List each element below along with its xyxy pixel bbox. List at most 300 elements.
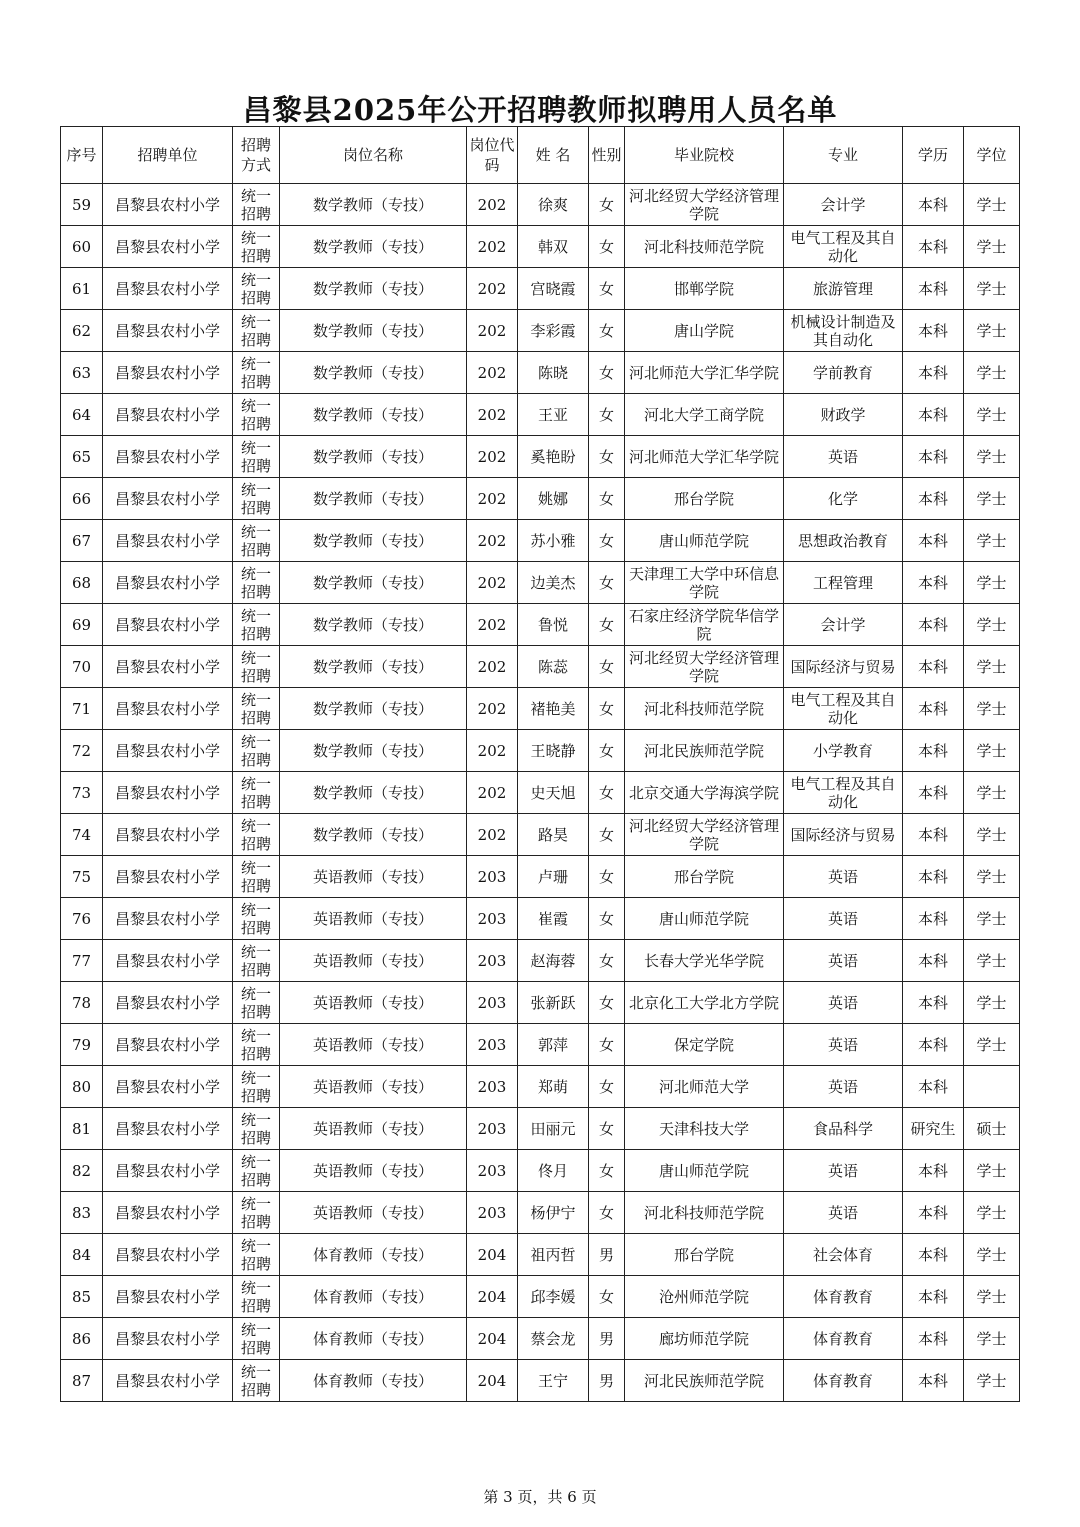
table-row: [61, 982, 1020, 1024]
cell-no: 68: [61, 562, 103, 604]
cell-education: 本科: [903, 1318, 964, 1360]
cell-code: 203: [467, 856, 518, 898]
cell-education: 本科: [903, 940, 964, 982]
cell-method: 统一招聘: [233, 1066, 280, 1108]
cell-unit: 昌黎县农村小学: [103, 730, 233, 772]
cell-unit: 昌黎县农村小学: [103, 982, 233, 1024]
cell-post: 数学教师（专技）: [280, 184, 467, 226]
cell-major: 学前教育: [784, 352, 903, 394]
cell-name: 赵海蓉: [518, 940, 589, 982]
cell-major: 化学: [784, 478, 903, 520]
cell-name: 王亚: [518, 394, 589, 436]
cell-no: 82: [61, 1150, 103, 1192]
cell-degree: 学士: [964, 646, 1020, 688]
cell-education: 本科: [903, 520, 964, 562]
cell-code: 203: [467, 1108, 518, 1150]
cell-code: 203: [467, 1150, 518, 1192]
table-row: [61, 1192, 1020, 1234]
cell-unit: 昌黎县农村小学: [103, 184, 233, 226]
cell-education: 本科: [903, 646, 964, 688]
cell-no: 61: [61, 268, 103, 310]
cell-no: 80: [61, 1066, 103, 1108]
cell-post: 体育教师（专技）: [280, 1234, 467, 1276]
cell-major: 食品科学: [784, 1108, 903, 1150]
cell-degree: 学士: [964, 856, 1020, 898]
cell-code: 203: [467, 1192, 518, 1234]
cell-method: 统一招聘: [233, 1234, 280, 1276]
cell-gender: 女: [589, 310, 625, 352]
cell-major: 英语: [784, 1150, 903, 1192]
cell-school: 河北经贸大学经济管理学院: [625, 814, 784, 856]
cell-school: 沧州师范学院: [625, 1276, 784, 1318]
col-header-name: 姓 名: [518, 127, 589, 184]
cell-education: 本科: [903, 394, 964, 436]
cell-degree: 学士: [964, 1360, 1020, 1402]
cell-education: 本科: [903, 436, 964, 478]
table-row: [61, 814, 1020, 856]
cell-unit: 昌黎县农村小学: [103, 436, 233, 478]
cell-school: 唐山师范学院: [625, 898, 784, 940]
cell-gender: 女: [589, 562, 625, 604]
cell-school: 唐山师范学院: [625, 1150, 784, 1192]
cell-method: 统一招聘: [233, 226, 280, 268]
page-title: 昌黎县2025年公开招聘教师拟聘用人员名单: [242, 93, 838, 127]
cell-unit: 昌黎县农村小学: [103, 1192, 233, 1234]
cell-education: 本科: [903, 184, 964, 226]
col-header-major: 专业: [784, 127, 903, 184]
cell-no: 79: [61, 1024, 103, 1066]
cell-school: 河北经贸大学经济管理学院: [625, 646, 784, 688]
cell-post: 数学教师（专技）: [280, 268, 467, 310]
cell-major: 思想政治教育: [784, 520, 903, 562]
cell-unit: 昌黎县农村小学: [103, 1024, 233, 1066]
cell-no: 73: [61, 772, 103, 814]
cell-major: 电气工程及其自动化: [784, 772, 903, 814]
cell-no: 75: [61, 856, 103, 898]
cell-gender: 女: [589, 1024, 625, 1066]
cell-gender: 女: [589, 1108, 625, 1150]
cell-post: 英语教师（专技）: [280, 1150, 467, 1192]
cell-unit: 昌黎县农村小学: [103, 688, 233, 730]
cell-post: 数学教师（专技）: [280, 436, 467, 478]
cell-education: 本科: [903, 856, 964, 898]
cell-post: 数学教师（专技）: [280, 646, 467, 688]
table-row: [61, 436, 1020, 478]
cell-method: 统一招聘: [233, 478, 280, 520]
cell-major: 社会体育: [784, 1234, 903, 1276]
cell-method: 统一招聘: [233, 604, 280, 646]
cell-school: 长春大学光华学院: [625, 940, 784, 982]
cell-method: 统一招聘: [233, 982, 280, 1024]
cell-degree: 学士: [964, 478, 1020, 520]
table-row: [61, 940, 1020, 982]
cell-education: 本科: [903, 1024, 964, 1066]
cell-major: 机械设计制造及其自动化: [784, 310, 903, 352]
cell-education: 本科: [903, 1192, 964, 1234]
cell-degree: 学士: [964, 1276, 1020, 1318]
table-row: [61, 1234, 1020, 1276]
cell-education: 本科: [903, 1360, 964, 1402]
col-header-post: 岗位名称: [280, 127, 467, 184]
cell-name: 崔霞: [518, 898, 589, 940]
cell-major: 旅游管理: [784, 268, 903, 310]
cell-major: 英语: [784, 898, 903, 940]
cell-degree: 学士: [964, 688, 1020, 730]
table-row: [61, 688, 1020, 730]
cell-no: 86: [61, 1318, 103, 1360]
table-row: [61, 268, 1020, 310]
table-row: [61, 1066, 1020, 1108]
cell-degree: 学士: [964, 730, 1020, 772]
cell-name: 姚娜: [518, 478, 589, 520]
cell-post: 数学教师（专技）: [280, 772, 467, 814]
cell-method: 统一招聘: [233, 394, 280, 436]
cell-unit: 昌黎县农村小学: [103, 646, 233, 688]
cell-name: 王宁: [518, 1360, 589, 1402]
cell-name: 田丽元: [518, 1108, 589, 1150]
cell-degree: 学士: [964, 562, 1020, 604]
cell-no: 63: [61, 352, 103, 394]
cell-gender: 女: [589, 982, 625, 1024]
col-header-unit: 招聘单位: [103, 127, 233, 184]
cell-code: 202: [467, 352, 518, 394]
cell-code: 202: [467, 310, 518, 352]
cell-major: 体育教育: [784, 1360, 903, 1402]
cell-method: 统一招聘: [233, 184, 280, 226]
cell-gender: 女: [589, 226, 625, 268]
cell-code: 202: [467, 772, 518, 814]
col-header-no: 序号: [61, 127, 103, 184]
col-header-code: 岗位代码: [467, 127, 518, 184]
cell-major: 英语: [784, 1066, 903, 1108]
cell-code: 204: [467, 1276, 518, 1318]
cell-degree: 学士: [964, 394, 1020, 436]
cell-code: 202: [467, 646, 518, 688]
cell-code: 202: [467, 478, 518, 520]
cell-method: 统一招聘: [233, 268, 280, 310]
cell-name: 陈蕊: [518, 646, 589, 688]
cell-post: 英语教师（专技）: [280, 1024, 467, 1066]
cell-code: 203: [467, 1066, 518, 1108]
cell-education: 本科: [903, 604, 964, 646]
cell-education: 本科: [903, 478, 964, 520]
cell-name: 李彩霞: [518, 310, 589, 352]
cell-unit: 昌黎县农村小学: [103, 772, 233, 814]
cell-name: 杨伊宁: [518, 1192, 589, 1234]
cell-education: 本科: [903, 1234, 964, 1276]
cell-unit: 昌黎县农村小学: [103, 604, 233, 646]
cell-degree: 学士: [964, 310, 1020, 352]
cell-code: 204: [467, 1234, 518, 1276]
cell-education: 本科: [903, 772, 964, 814]
cell-unit: 昌黎县农村小学: [103, 268, 233, 310]
cell-post: 数学教师（专技）: [280, 310, 467, 352]
cell-degree: 硕士: [964, 1108, 1020, 1150]
table-header: [61, 127, 1020, 184]
cell-no: 59: [61, 184, 103, 226]
cell-unit: 昌黎县农村小学: [103, 352, 233, 394]
cell-gender: 女: [589, 1276, 625, 1318]
cell-education: 本科: [903, 982, 964, 1024]
cell-post: 数学教师（专技）: [280, 394, 467, 436]
cell-unit: 昌黎县农村小学: [103, 394, 233, 436]
cell-degree: 学士: [964, 1024, 1020, 1066]
cell-degree: 学士: [964, 520, 1020, 562]
table-row: [61, 394, 1020, 436]
cell-degree: 学士: [964, 1192, 1020, 1234]
cell-code: 202: [467, 184, 518, 226]
cell-major: 财政学: [784, 394, 903, 436]
cell-code: 202: [467, 520, 518, 562]
cell-post: 数学教师（专技）: [280, 814, 467, 856]
cell-school: 石家庄经济学院华信学院: [625, 604, 784, 646]
cell-no: 65: [61, 436, 103, 478]
cell-education: 研究生: [903, 1108, 964, 1150]
cell-name: 郑萌: [518, 1066, 589, 1108]
cell-unit: 昌黎县农村小学: [103, 940, 233, 982]
cell-degree: 学士: [964, 604, 1020, 646]
cell-unit: 昌黎县农村小学: [103, 562, 233, 604]
cell-degree: 学士: [964, 436, 1020, 478]
cell-major: 国际经济与贸易: [784, 814, 903, 856]
table-body: [61, 184, 1020, 1402]
cell-degree: 学士: [964, 226, 1020, 268]
cell-name: 鲁悦: [518, 604, 589, 646]
cell-degree: 学士: [964, 814, 1020, 856]
cell-post: 数学教师（专技）: [280, 730, 467, 772]
cell-no: 83: [61, 1192, 103, 1234]
cell-gender: 女: [589, 898, 625, 940]
cell-method: 统一招聘: [233, 1108, 280, 1150]
cell-code: 202: [467, 814, 518, 856]
cell-code: 202: [467, 268, 518, 310]
cell-unit: 昌黎县农村小学: [103, 1234, 233, 1276]
cell-unit: 昌黎县农村小学: [103, 856, 233, 898]
cell-degree: 学士: [964, 1318, 1020, 1360]
cell-gender: 女: [589, 394, 625, 436]
cell-school: 邢台学院: [625, 856, 784, 898]
cell-code: 203: [467, 1024, 518, 1066]
cell-education: 本科: [903, 310, 964, 352]
cell-name: 奚艳盼: [518, 436, 589, 478]
cell-no: 60: [61, 226, 103, 268]
cell-method: 统一招聘: [233, 1276, 280, 1318]
cell-gender: 女: [589, 478, 625, 520]
cell-major: 英语: [784, 982, 903, 1024]
cell-major: 小学教育: [784, 730, 903, 772]
cell-school: 河北师范大学汇华学院: [625, 436, 784, 478]
cell-no: 74: [61, 814, 103, 856]
cell-unit: 昌黎县农村小学: [103, 520, 233, 562]
cell-unit: 昌黎县农村小学: [103, 226, 233, 268]
cell-post: 数学教师（专技）: [280, 604, 467, 646]
cell-major: 英语: [784, 436, 903, 478]
cell-major: 英语: [784, 1024, 903, 1066]
cell-school: 河北科技师范学院: [625, 688, 784, 730]
table-row: [61, 1024, 1020, 1066]
cell-name: 祖丙哲: [518, 1234, 589, 1276]
cell-code: 203: [467, 982, 518, 1024]
cell-education: 本科: [903, 352, 964, 394]
cell-post: 英语教师（专技）: [280, 940, 467, 982]
cell-post: 数学教师（专技）: [280, 352, 467, 394]
cell-major: 会计学: [784, 604, 903, 646]
cell-education: 本科: [903, 898, 964, 940]
cell-unit: 昌黎县农村小学: [103, 1318, 233, 1360]
cell-degree: 学士: [964, 268, 1020, 310]
col-header-method: 招聘方式: [233, 127, 280, 184]
cell-code: 202: [467, 562, 518, 604]
cell-gender: 女: [589, 772, 625, 814]
table-row: [61, 226, 1020, 268]
cell-school: 唐山学院: [625, 310, 784, 352]
cell-unit: 昌黎县农村小学: [103, 1276, 233, 1318]
cell-gender: 女: [589, 604, 625, 646]
cell-no: 67: [61, 520, 103, 562]
cell-gender: 女: [589, 184, 625, 226]
cell-major: 英语: [784, 940, 903, 982]
cell-no: 70: [61, 646, 103, 688]
cell-no: 62: [61, 310, 103, 352]
cell-post: 数学教师（专技）: [280, 478, 467, 520]
cell-gender: 女: [589, 940, 625, 982]
cell-method: 统一招聘: [233, 730, 280, 772]
cell-school: 廊坊师范学院: [625, 1318, 784, 1360]
cell-method: 统一招聘: [233, 898, 280, 940]
cell-major: 体育教育: [784, 1318, 903, 1360]
cell-unit: 昌黎县农村小学: [103, 1066, 233, 1108]
cell-post: 体育教师（专技）: [280, 1318, 467, 1360]
table-row: [61, 1318, 1020, 1360]
cell-name: 蔡会龙: [518, 1318, 589, 1360]
cell-no: 81: [61, 1108, 103, 1150]
page-number: 第 3 页，共 6 页: [483, 1488, 597, 1506]
cell-method: 统一招聘: [233, 520, 280, 562]
cell-name: 韩双: [518, 226, 589, 268]
cell-name: 徐爽: [518, 184, 589, 226]
cell-post: 英语教师（专技）: [280, 898, 467, 940]
cell-gender: 男: [589, 1318, 625, 1360]
cell-code: 202: [467, 226, 518, 268]
cell-name: 陈晓: [518, 352, 589, 394]
cell-name: 张新跃: [518, 982, 589, 1024]
table-row: [61, 898, 1020, 940]
cell-gender: 女: [589, 646, 625, 688]
cell-method: 统一招聘: [233, 688, 280, 730]
cell-no: 76: [61, 898, 103, 940]
cell-no: 71: [61, 688, 103, 730]
cell-method: 统一招聘: [233, 352, 280, 394]
cell-name: 史天旭: [518, 772, 589, 814]
table-row: [61, 856, 1020, 898]
cell-school: 邢台学院: [625, 1234, 784, 1276]
cell-post: 英语教师（专技）: [280, 856, 467, 898]
cell-gender: 女: [589, 688, 625, 730]
cell-major: 工程管理: [784, 562, 903, 604]
cell-name: 佟月: [518, 1150, 589, 1192]
col-header-gender: 性别: [589, 127, 625, 184]
cell-school: 河北民族师范学院: [625, 1360, 784, 1402]
cell-method: 统一招聘: [233, 436, 280, 478]
col-header-school: 毕业院校: [625, 127, 784, 184]
cell-code: 202: [467, 436, 518, 478]
cell-post: 体育教师（专技）: [280, 1276, 467, 1318]
cell-post: 英语教师（专技）: [280, 982, 467, 1024]
cell-degree: 学士: [964, 898, 1020, 940]
table-row: [61, 184, 1020, 226]
table-row: [61, 772, 1020, 814]
cell-no: 69: [61, 604, 103, 646]
cell-gender: 女: [589, 436, 625, 478]
cell-name: 卢珊: [518, 856, 589, 898]
col-header-degree: 学位: [964, 127, 1020, 184]
cell-education: 本科: [903, 562, 964, 604]
cell-education: 本科: [903, 730, 964, 772]
cell-name: 王晓静: [518, 730, 589, 772]
cell-education: 本科: [903, 688, 964, 730]
cell-gender: 女: [589, 520, 625, 562]
cell-code: 203: [467, 940, 518, 982]
cell-school: 河北民族师范学院: [625, 730, 784, 772]
cell-no: 72: [61, 730, 103, 772]
cell-degree: 学士: [964, 772, 1020, 814]
cell-degree: 学士: [964, 940, 1020, 982]
cell-unit: 昌黎县农村小学: [103, 478, 233, 520]
cell-method: 统一招聘: [233, 940, 280, 982]
cell-school: 河北科技师范学院: [625, 1192, 784, 1234]
table-row: [61, 310, 1020, 352]
cell-method: 统一招聘: [233, 310, 280, 352]
hiring-roster-table: [60, 126, 1020, 1402]
cell-no: 87: [61, 1360, 103, 1402]
cell-unit: 昌黎县农村小学: [103, 814, 233, 856]
cell-gender: 女: [589, 856, 625, 898]
col-header-education: 学历: [903, 127, 964, 184]
cell-code: 202: [467, 604, 518, 646]
cell-education: 本科: [903, 814, 964, 856]
cell-gender: 男: [589, 1360, 625, 1402]
cell-education: 本科: [903, 1276, 964, 1318]
cell-name: 郭萍: [518, 1024, 589, 1066]
cell-code: 202: [467, 688, 518, 730]
cell-school: 河北师范大学汇华学院: [625, 352, 784, 394]
cell-post: 英语教师（专技）: [280, 1192, 467, 1234]
table-row: [61, 646, 1020, 688]
cell-school: 河北经贸大学经济管理学院: [625, 184, 784, 226]
cell-gender: 女: [589, 730, 625, 772]
table-row: [61, 730, 1020, 772]
table-row: [61, 562, 1020, 604]
cell-major: 英语: [784, 856, 903, 898]
cell-code: 202: [467, 394, 518, 436]
cell-post: 数学教师（专技）: [280, 520, 467, 562]
cell-no: 77: [61, 940, 103, 982]
cell-major: 体育教育: [784, 1276, 903, 1318]
cell-unit: 昌黎县农村小学: [103, 310, 233, 352]
cell-degree: 学士: [964, 352, 1020, 394]
table-row: [61, 604, 1020, 646]
cell-school: 保定学院: [625, 1024, 784, 1066]
cell-education: 本科: [903, 226, 964, 268]
cell-school: 北京化工大学北方学院: [625, 982, 784, 1024]
cell-school: 邯郸学院: [625, 268, 784, 310]
cell-school: 唐山师范学院: [625, 520, 784, 562]
cell-post: 数学教师（专技）: [280, 226, 467, 268]
cell-degree: 学士: [964, 982, 1020, 1024]
cell-method: 统一招聘: [233, 1360, 280, 1402]
cell-gender: 女: [589, 1192, 625, 1234]
cell-education: 本科: [903, 1066, 964, 1108]
